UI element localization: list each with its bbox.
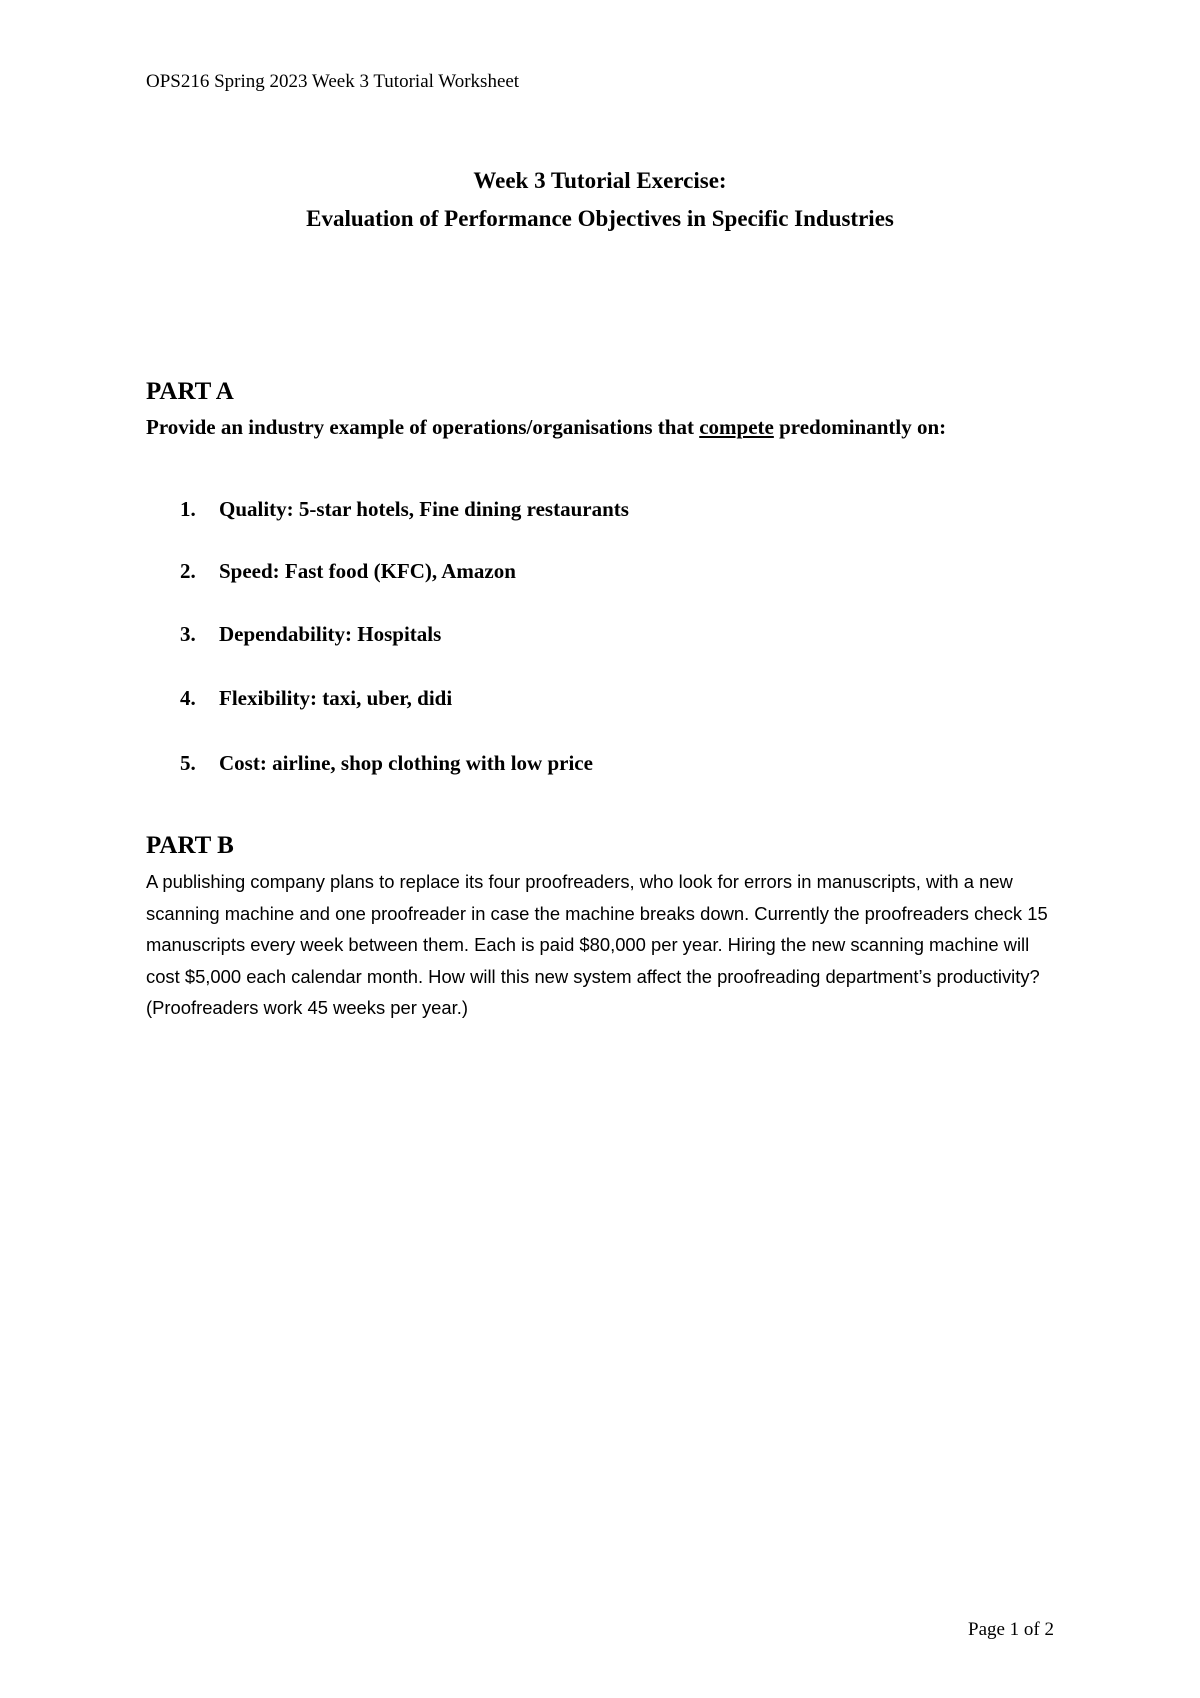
list-item-text: Dependability: Hospitals — [219, 622, 442, 646]
list-item-text: Speed: Fast food (KFC), Amazon — [219, 559, 516, 583]
list-item-number: 4. — [180, 686, 196, 710]
part-a-prompt-end: predominantly on: — [773, 415, 947, 439]
part-b-question: A publishing company plans to replace its four proofreaders, who look for errors in manuscripts, with a new scanning machine and one proofreader in case the machine breaks down. Currently the proofreaders check 15 manuscripts every week between them. Each is paid $80,000 per year. Hiring the new scanning machine will cost $5,000 each calendar month. How will this new system affect the proofreading department’s productivity? (Proofreaders work 45 weeks per year.) — [146, 871, 1048, 1018]
list-item-number: 5. — [180, 751, 196, 775]
part-a-prompt-start: Provide an industry example of operations/organisations that — [146, 415, 700, 439]
document-title-line-1: Week 3 Tutorial Exercise: — [473, 168, 727, 193]
running-header: OPS216 Spring 2023 Week 3 Tutorial Worksheet — [146, 71, 520, 92]
part-b-heading: PART B — [146, 832, 234, 859]
page-number: Page 1 of 2 — [968, 1619, 1055, 1640]
list-item-text: Flexibility: taxi, uber, didi — [219, 686, 453, 710]
list-item-text: Quality: 5-star hotels, Fine dining restaurants — [219, 497, 629, 521]
part-a-prompt — [146, 411, 1066, 443]
document-title-line-2: Evaluation of Performance Objectives in Specific Industries — [306, 206, 894, 231]
list-item-text: Cost: airline, shop clothing with low price — [219, 751, 593, 775]
list-item-number: 1. — [180, 497, 196, 521]
list-item-number: 3. — [180, 622, 196, 646]
part-a-prompt-underlined-word: compete — [699, 415, 774, 439]
part-a-heading: PART A — [146, 378, 234, 405]
list-item-number: 2. — [180, 559, 196, 583]
